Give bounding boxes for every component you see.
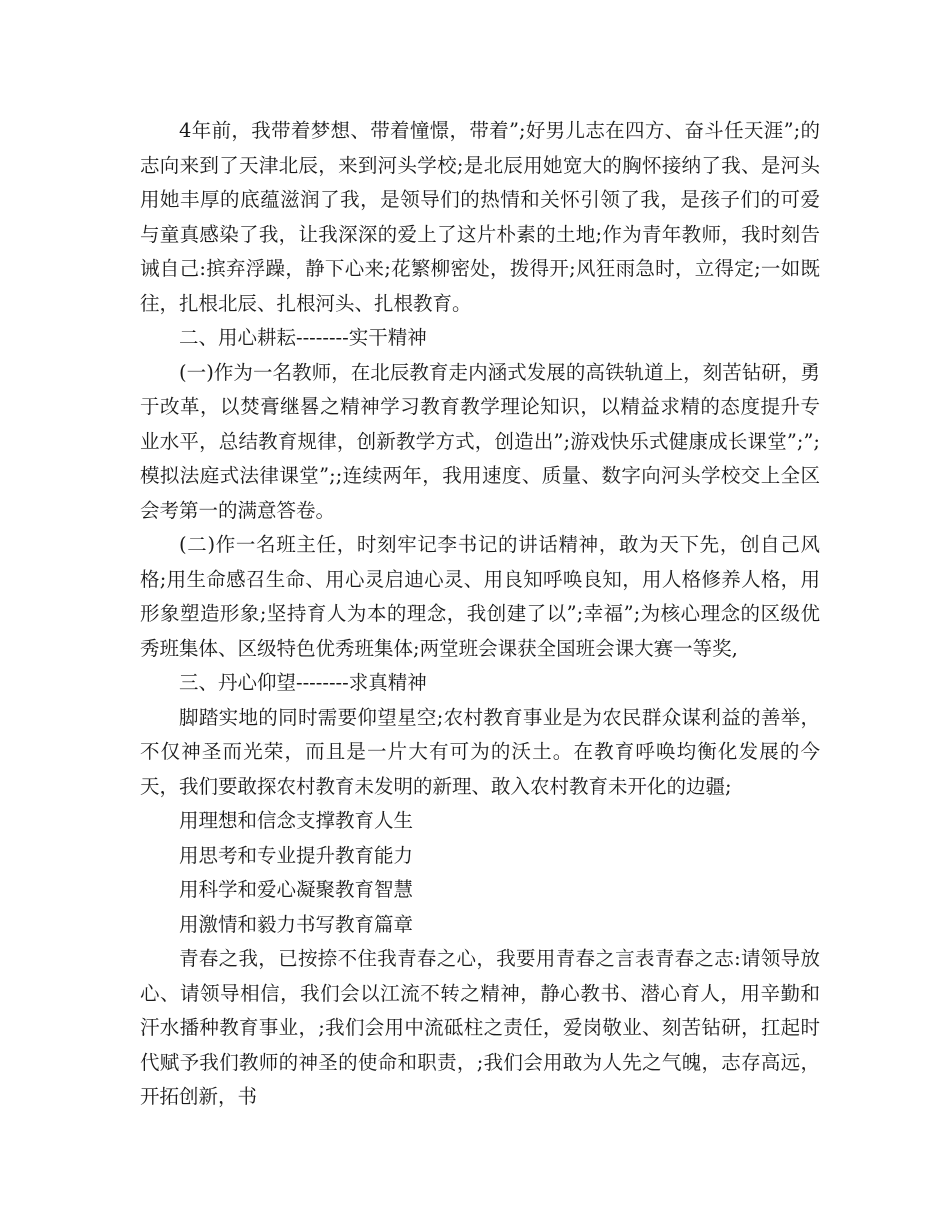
paragraph-teacher: (一)作为一名教师，在北辰教育走内涵式发展的高铁轨道上，刻苦钻研，勇于改革，以焚膏继晷之精神学习教育教学理论知识，以精益求精的态度提升专业水平，总结教育规律，创新教学方式，创造出”;游戏快乐式健康成长课堂”;”;模拟法庭式法律课堂”;;连续两年，我用速度、质量、数字向河头学校交上全区会考第一的满意答卷。	[140, 360, 820, 522]
document-body	[140, 114, 820, 1115]
section-heading-two: 二、用心耕耘--------实干精神	[179, 326, 427, 349]
paragraph-stargazing: 脚踏实地的同时需要仰望星空;农村教育事业是为农民群众谋利益的善举，不仅神圣而光荣，而且是一片大有可为的沃土。在教育呼唤均衡化发展的今天，我们要敢探农村教育未发明的新理、敢入农村教育未开化的边疆;	[140, 705, 820, 798]
paragraph-intro: 4年前，我带着梦想、带着憧憬，带着”;好男儿志在四方、奋斗任天涯”;的志向来到了天津北辰，来到河头学校;是北辰用她宽大的胸怀接纳了我、是河头用她丰厚的底蕴滋润了我，是领导们的热情和关怀引领了我，是孩子们的可爱与童真感染了我，让我深深的爱上了这片朴素的土地;作为青年教师，我时刻告诫自己:摈弃浮躁，静下心来;花繁柳密处，拨得开;风狂雨急时，立得定;一如既往，扎根北辰、扎根河头、扎根教育。	[140, 119, 820, 315]
section-heading-three: 三、丹心仰望--------求真精神	[179, 671, 427, 694]
motto-line-1: 用理想和信念支撑教育人生	[179, 809, 414, 832]
motto-line-3: 用科学和爱心凝聚教育智慧	[179, 878, 414, 901]
paragraph-youth: 青春之我，已按捺不住我青春之心，我要用青春之言表青春之志:请领导放心、请领导相信，我们会以江流不转之精神，静心教书、潜心育人，用辛勤和汗水播种教育事业，;我们会用中流砥柱之责任，爱岗敬业、刻苦钻研，扛起时代赋予我们教师的神圣的使命和职责，;我们会用敢为人先之气魄，志存高远，开拓创新，书	[140, 947, 820, 1108]
motto-line-4: 用激情和毅力书写教育篇章	[179, 912, 414, 936]
paragraph-class-teacher: (二)作一名班主任，时刻牢记李书记的讲话精神，敢为天下先，创自己风格;用生命感召生命、用心灵启迪心灵、用良知呼唤良知，用人格修养人格，用形象塑造形象;坚持育人为本的理念，我创建了以”;幸福”;为核心理念的区级优秀班集体、区级特色优秀班集体;两堂班会课获全国班会课大赛一等奖,	[140, 533, 820, 660]
motto-line-2: 用思考和专业提升教育能力	[179, 843, 414, 867]
